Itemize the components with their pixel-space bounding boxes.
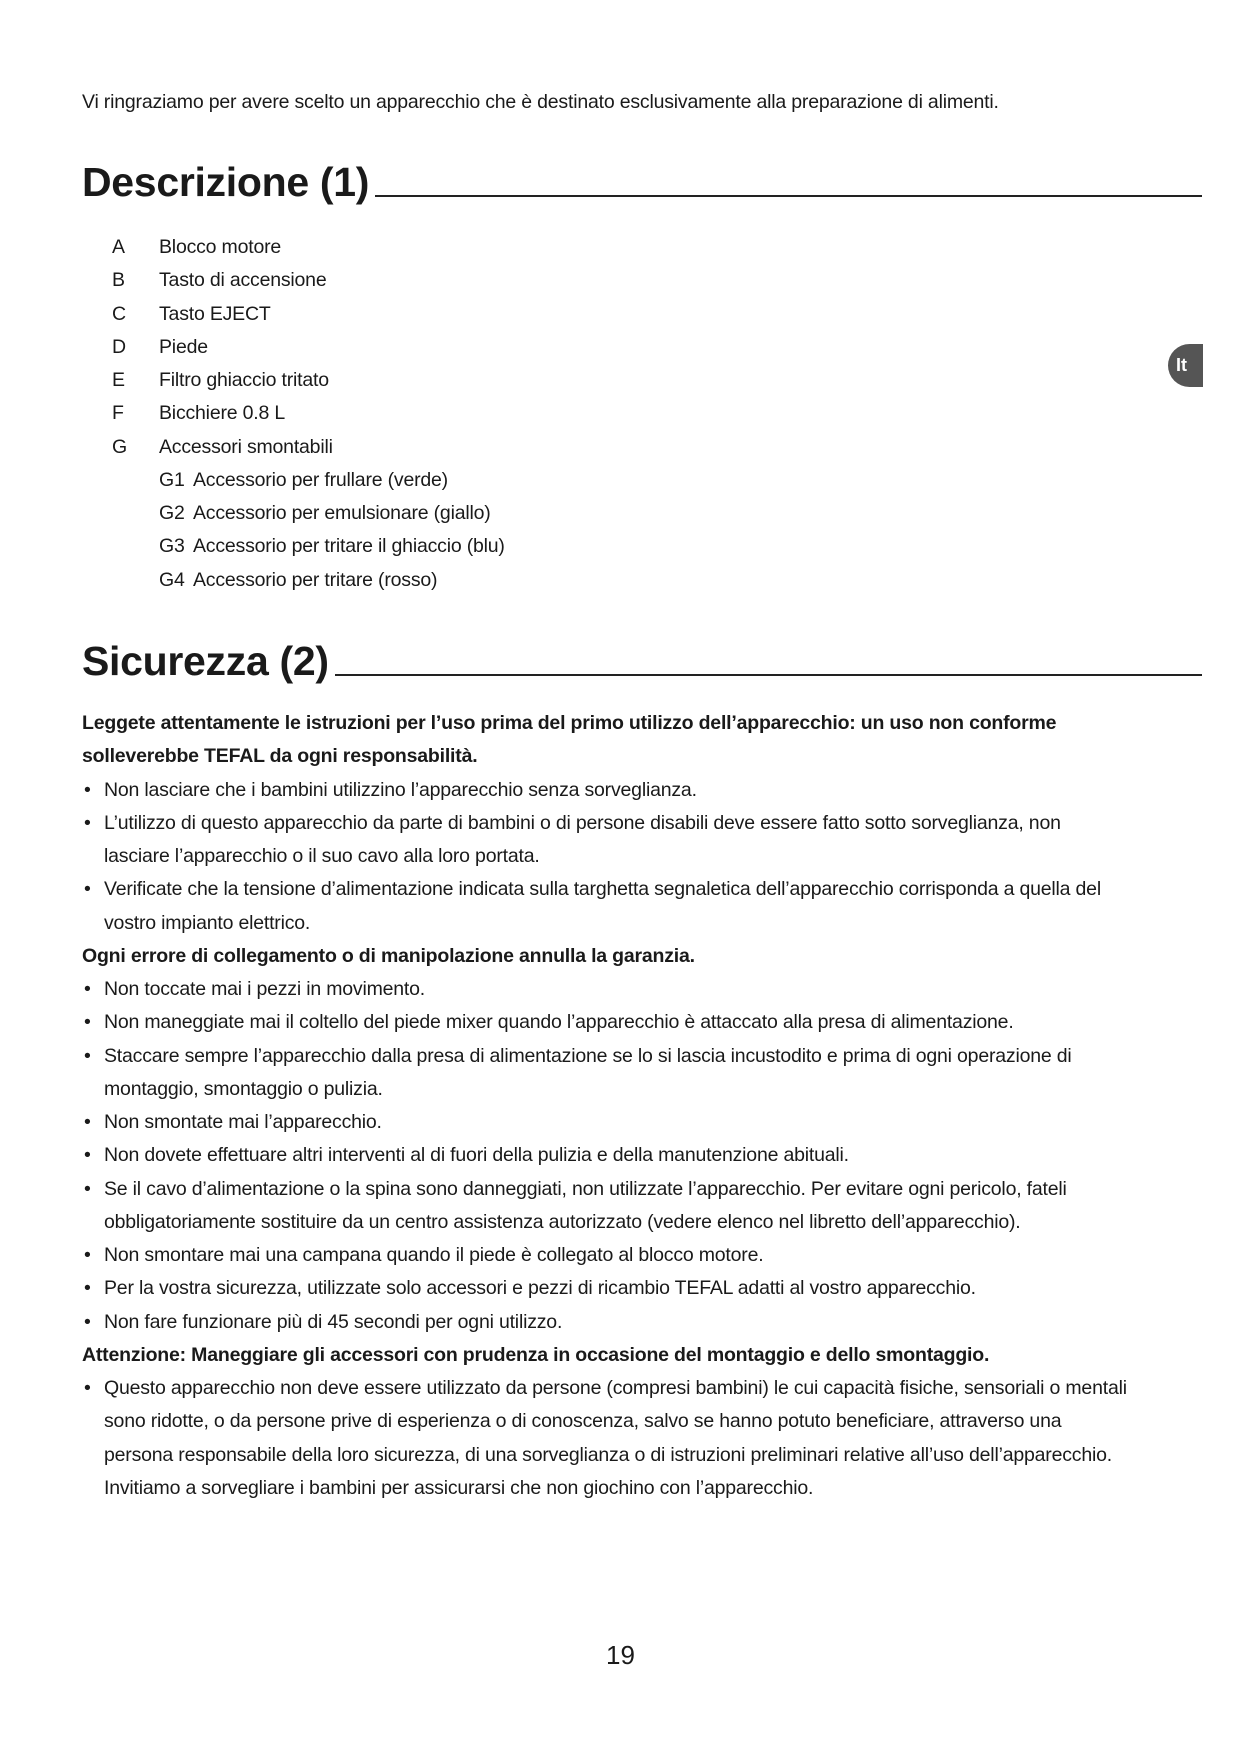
item-label: Tasto EJECT [159, 302, 271, 325]
item-letter: D [112, 335, 126, 358]
bullet-item [82, 1306, 1127, 1339]
warning-text: solleverebbe TEFAL da ogni responsabilità. [82, 745, 478, 768]
item-label: Filtro ghiaccio tritato [159, 369, 329, 391]
bullet-icon: • [84, 1111, 91, 1133]
bullet-item [82, 1040, 1127, 1107]
subitem-code: G2 [159, 502, 185, 524]
description-item [112, 431, 505, 464]
item-letter: G [112, 435, 127, 458]
bullet-line: Non toccate mai i pezzi in movimento. [104, 978, 425, 1000]
bullet-line: Invitiamo a sorvegliare i bambini per assicurarsi che non giochino con l’apparecchio. [104, 1476, 814, 1499]
description-list [112, 231, 505, 597]
bullet-line: Questo apparecchio non deve essere utilizzato da persone (compresi bambini) le cui capacità fisiche, sensoriali o mentali [104, 1377, 1127, 1399]
bullet-line: L’utilizzo di questo apparecchio da parte di bambini o di persone disabili deve essere fatto sotto sorveglianza, non [104, 811, 1061, 834]
heading-title: Sicurezza (2) [82, 638, 329, 684]
item-label: Bicchiere 0.8 L [159, 402, 285, 425]
description-item [112, 231, 505, 264]
bullet-line: Non maneggiate mai il coltello del piede mixer quando l’apparecchio è attaccato alla presa di alimentazione. [104, 1011, 1014, 1034]
bullet-item [82, 1139, 1127, 1172]
warning-text: Leggete attentamente le istruzioni per l’uso prima del primo utilizzo dell’apparecchio: un uso non conforme [82, 712, 1057, 734]
bullet-line: montaggio, smontaggio o pulizia. [104, 1077, 383, 1100]
subitem-label: Accessorio per tritare il ghiaccio (blu) [193, 535, 505, 558]
bullet-line: Staccare sempre l’apparecchio dalla presa di alimentazione se lo si lascia incustodito e prima di ogni operazione di [104, 1044, 1072, 1067]
heading-rule [335, 674, 1202, 676]
bullet-item [82, 1173, 1127, 1240]
bullet-icon: • [84, 1310, 91, 1333]
bullet-line: Non smontate mai l’apparecchio. [104, 1111, 382, 1133]
bullet-line: Non lasciare che i bambini utilizzino l’apparecchio senza sorveglianza. [104, 778, 697, 801]
description-item [112, 397, 505, 430]
item-label: Accessori smontabili [159, 435, 333, 458]
item-letter: A [112, 236, 125, 258]
item-letter: F [112, 402, 124, 425]
bullet-item [82, 1272, 1127, 1305]
bullet-icon: • [84, 778, 91, 801]
bullet-item [82, 1239, 1127, 1272]
bullet-icon: • [84, 1144, 91, 1167]
bullet-icon: • [84, 1177, 91, 1200]
bullet-icon: • [84, 1044, 91, 1067]
description-item [112, 298, 505, 331]
bullet-line: Non dovete effettuare altri interventi al di fuori della pulizia e della manutenzione abituali. [104, 1144, 849, 1167]
description-item [112, 331, 505, 364]
page-number: 19 [606, 1640, 635, 1670]
bullet-line: lasciare l’apparecchio o il suo cavo alla loro portata. [104, 845, 540, 867]
item-label: Blocco motore [159, 236, 282, 258]
bullet-line: Se il cavo d’alimentazione o la spina sono danneggiati, non utilizzate l’apparecchio. Per evitare ogni pericolo, fateli [104, 1177, 1067, 1200]
bullet-line: Non smontare mai una campana quando il piede è collegato al blocco motore. [104, 1244, 764, 1266]
description-item [112, 364, 505, 397]
item-letter: C [112, 302, 126, 325]
warning-text: Attenzione: Maneggiare gli accessori con prudenza in occasione del montaggio e dello smontaggio. [82, 1343, 990, 1366]
item-label: Tasto di accensione [159, 269, 327, 292]
bullet-item [82, 1372, 1127, 1505]
subitem-code: G3 [159, 535, 185, 558]
bullet-line: Per la vostra sicurezza, utilizzate solo accessori e pezzi di ricambio TEFAL adatti al vostro apparecchio. [104, 1277, 976, 1300]
description-subitem [112, 564, 505, 597]
bullet-icon: • [84, 1244, 91, 1266]
description-subitem [112, 497, 505, 530]
section-heading-descrizione [82, 158, 1202, 206]
section-heading-sicurezza [82, 637, 1202, 685]
subitem-label: Accessorio per emulsionare (giallo) [193, 502, 491, 524]
intro-text: Vi ringraziamo per avere scelto un apparecchio che è destinato esclusivamente alla preparazione di alimenti. [82, 91, 999, 113]
bullet-line: Non fare funzionare più di 45 secondi per ogni utilizzo. [104, 1310, 563, 1333]
bullet-line: sono ridotte, o da persone prive di esperienza o di conoscenza, salvo se hanno potuto beneficiare, attraverso una [104, 1410, 1062, 1433]
item-label: Piede [159, 335, 208, 358]
language-tab: It [1168, 344, 1203, 387]
bullet-line: obbligatoriamente sostituire da un centro assistenza autorizzato (vedere elenco nel libretto dell’apparecchio). [104, 1210, 1021, 1233]
bullet-icon: • [84, 1011, 91, 1034]
bullet-item [82, 973, 1127, 1006]
bullet-icon: • [84, 811, 91, 834]
subitem-label: Accessorio per tritare (rosso) [193, 568, 438, 591]
bullet-icon: • [84, 1277, 91, 1300]
heading-rule [375, 195, 1202, 197]
bullet-line: vostro impianto elettrico. [104, 911, 311, 934]
bullet-item [82, 807, 1127, 874]
item-letter: E [112, 369, 125, 391]
bullet-item [82, 873, 1127, 940]
subitem-label: Accessorio per frullare (verde) [193, 468, 448, 491]
bullet-item [82, 774, 1127, 807]
item-letter: B [112, 269, 125, 292]
bullet-item [82, 1106, 1127, 1139]
heading-title: Descrizione (1) [82, 159, 370, 205]
description-subitem [112, 530, 505, 563]
bullet-icon: • [84, 978, 91, 1000]
description-item [112, 264, 505, 297]
subitem-code: G1 [159, 468, 185, 491]
bullet-icon: • [84, 878, 91, 901]
bullet-item [82, 1006, 1127, 1039]
warning-text: Ogni errore di collegamento o di manipolazione annulla la garanzia. [82, 944, 695, 967]
bullet-icon: • [84, 1377, 91, 1399]
safety-instructions [82, 707, 1127, 1505]
bullet-line: Verificate che la tensione d’alimentazione indicata sulla targhetta segnaletica dell’apparecchio corrisponda a quella del [104, 878, 1101, 901]
bullet-line: persona responsabile della loro sicurezza, di una sorveglianza o di istruzioni preliminari relative all’uso dell’apparecchio. [104, 1443, 1112, 1466]
subitem-code: G4 [159, 568, 185, 591]
description-subitem [112, 464, 505, 497]
